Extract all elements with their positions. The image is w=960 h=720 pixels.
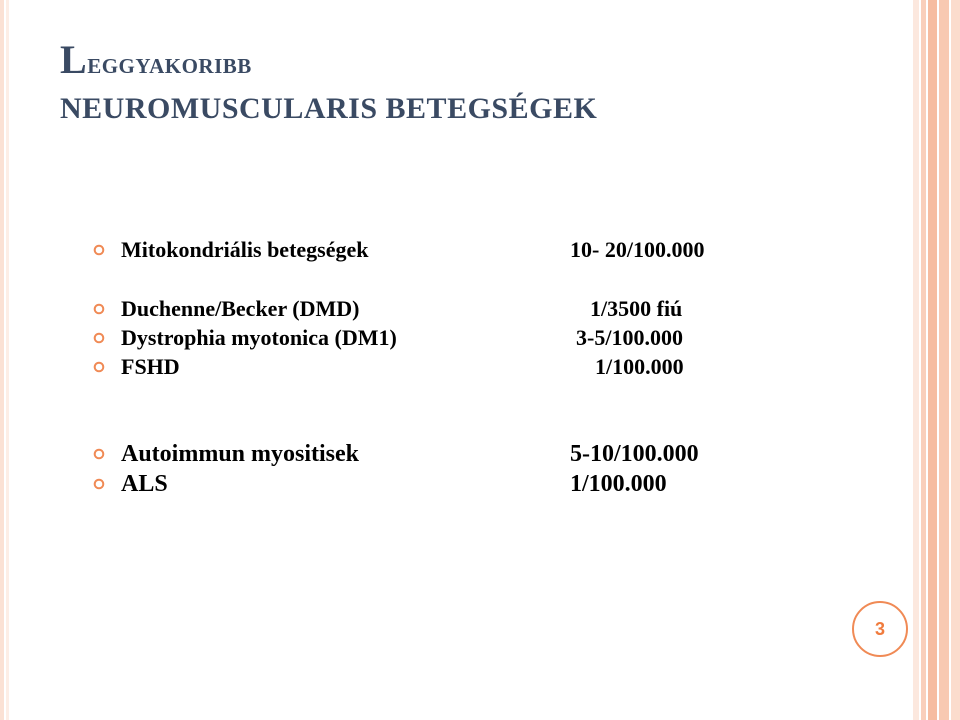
item-label: ALS xyxy=(121,471,168,497)
item-value: 1/3500 fiú xyxy=(590,296,683,321)
right-decor-stripe xyxy=(928,0,937,720)
item-label: Autoimmun myositisek xyxy=(121,441,360,467)
item-value: 3-5/100.000 xyxy=(576,325,683,350)
circle-bullet-icon xyxy=(93,478,105,490)
slide-title-line1: Leggyakoribb xyxy=(60,37,252,82)
item-label: FSHD xyxy=(121,354,180,379)
circle-bullet-icon xyxy=(93,448,105,460)
right-decor-stripe xyxy=(939,0,949,720)
circle-bullet-icon xyxy=(93,303,105,315)
slide-title-line2: NEUROMUSCULARIS BETEGSÉGEK xyxy=(60,92,598,125)
item-label: Duchenne/Becker (DMD) xyxy=(121,296,360,321)
circle-bullet-icon xyxy=(93,361,105,373)
circle-bullet-icon xyxy=(93,244,105,256)
slide-title xyxy=(60,37,598,125)
item-label: Dystrophia myotonica (DM1) xyxy=(121,325,397,350)
item-value: 1/100.000 xyxy=(595,354,684,379)
page-number-badge: 3 xyxy=(852,601,908,657)
left-decor-stripe xyxy=(0,0,4,720)
circle-bullet-icon xyxy=(93,332,105,344)
right-decor-stripe xyxy=(921,0,926,720)
right-decor-stripe xyxy=(951,0,960,720)
item-label: Mitokondriális betegségek xyxy=(121,237,369,262)
right-decor-stripe xyxy=(913,0,919,720)
item-value: 10- 20/100.000 xyxy=(570,237,705,262)
left-decor-stripe-inner xyxy=(6,0,9,720)
item-value: 5-10/100.000 xyxy=(570,441,699,467)
item-value: 1/100.000 xyxy=(570,471,667,497)
